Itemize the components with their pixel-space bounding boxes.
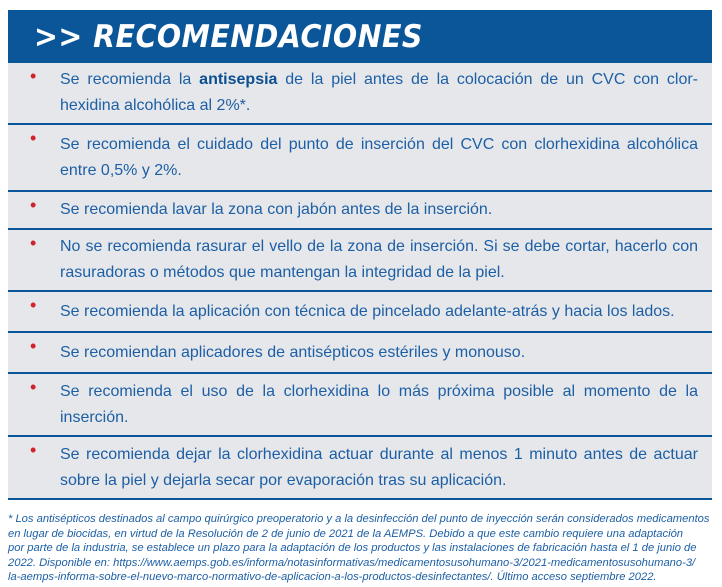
- bullet-icon: •: [30, 295, 37, 315]
- list-item: [8, 333, 712, 374]
- footnote-line: * Los antisépticos destinados al campo quirúrgico preoperatorio y a la desinfección del punto de inyección serán considerados medicamentos: [8, 513, 710, 525]
- item-text: Se recomienda la aplicación con técnica de pincelado adelante-atrás y hacia los lados.: [60, 302, 675, 320]
- item-text: Se recomienda la antisepsia de la piel antes de la colocación de un CVC con clor-hexidina alcohólica al 2%*.: [60, 71, 698, 114]
- footnote-line: 2022. Disponible en: https://www.aemps.gob.es/informa/notasinformativas/medicamentosusohumano-3/2021-medicamentosusohumano-3/: [8, 556, 696, 569]
- item-text: No se recomienda rasurar el vello de la zona de inserción. Si se debe cortar, hacerlo con rasuradoras o métodos que mantengan la integridad de la piel.: [60, 238, 698, 281]
- list-item: [8, 230, 712, 292]
- list-item: [8, 125, 712, 192]
- header-bar: [8, 10, 712, 63]
- list-item: [8, 292, 712, 333]
- list-item: [8, 437, 712, 500]
- list-item: [8, 192, 712, 230]
- item-text: Se recomienda dejar la clorhexidina actuar durante al menos 1 minuto antes de actuar sobre la piel y dejarla secar por evaporación tras su aplicación.: [60, 445, 698, 489]
- footnote-line: en lugar de biocidas, en virtud de la Resolución de 2 de junio de 2021 de la AEMPS. Debido a que este cambio requiere una adaptación: [8, 527, 684, 540]
- item-text: Se recomienda el uso de la clorhexidina lo más próxima posible al momento de la inserción.: [60, 382, 698, 426]
- list-item: [8, 63, 712, 125]
- bullet-icon: •: [30, 233, 37, 253]
- list-item: [8, 374, 712, 437]
- item-text: Se recomienda lavar la zona con jabón antes de la inserción.: [60, 201, 493, 218]
- bullet-icon: •: [30, 440, 37, 460]
- recommendations-box: [8, 10, 712, 500]
- footnote-line: la-aemps-informa-sobre-el-nuevo-marco-normativo-de-aplicacion-a-los-productos-desinfectantes/. Último acceso septiembre 2022.: [8, 571, 657, 584]
- bullet-icon: •: [30, 195, 37, 215]
- bullet-icon: •: [30, 336, 37, 356]
- bullet-icon: •: [30, 128, 37, 148]
- footnote-line: por parte de la industria, se establece un plazo para la adaptación de los productos y las instalaciones de fabricación hasta el 1 de junio de: [8, 542, 697, 555]
- bullet-icon: •: [30, 66, 37, 86]
- section-title: >> RECOMENDACIONES: [34, 18, 423, 55]
- item-text: Se recomiendan aplicadores de antisépticos estériles y monouso.: [60, 343, 526, 361]
- bullet-icon: •: [30, 377, 37, 397]
- item-text: Se recomienda el cuidado del punto de inserción del CVC con clorhexidina alcohólica entre 0,5% y 2%.: [60, 135, 698, 179]
- footnote: [8, 512, 714, 585]
